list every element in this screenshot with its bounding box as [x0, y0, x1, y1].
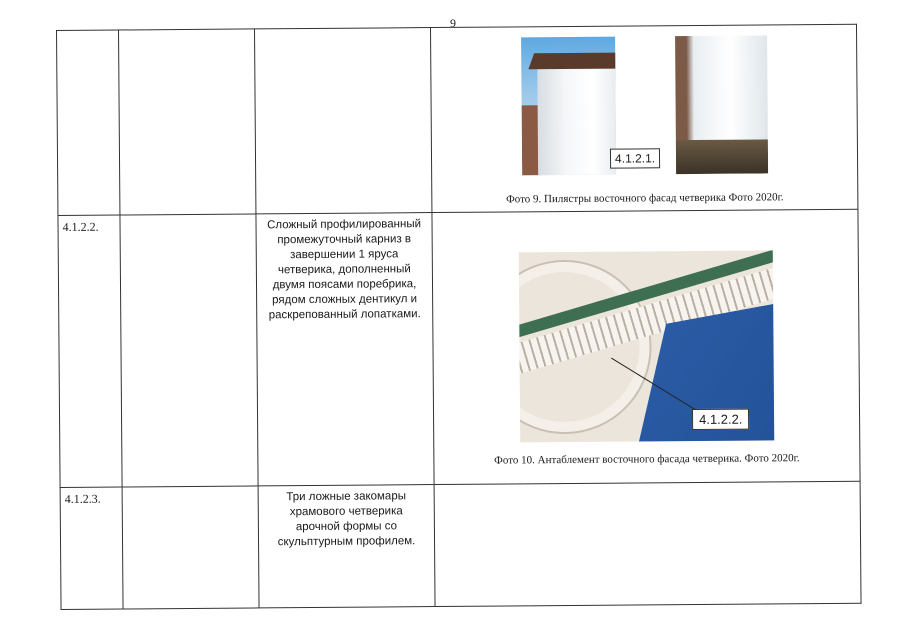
description-cell: Сложный профилированный промежуточный карниз в завершении 1 яруса четверика, дополненный двумя поясами поребрика, рядом сложных дентикул и раскрепованный лопатками.	[256, 213, 434, 486]
photo-label: 4.1.2.1.	[610, 148, 660, 168]
photo-caption: Фото 10. Антаблемент восточного фасада четверика. Фото 2020г.	[494, 452, 800, 467]
photo-cell	[432, 209, 860, 484]
table-row	[58, 209, 860, 487]
architectural-elements-table	[56, 24, 861, 610]
page-number: 9	[450, 16, 456, 30]
photo-cell	[430, 24, 857, 212]
empty-cell	[120, 214, 258, 487]
photo-caption: Фото 9. Пилястры восточного фасад четверика Фото 2020г.	[506, 191, 784, 206]
description-cell: Три ложные закомары храмового четверика арочной формы со скульптурным профилем.	[258, 485, 435, 608]
row-number-cell: 4.1.2.2.	[58, 215, 122, 487]
row-number-cell: 4.1.2.3.	[60, 487, 123, 609]
photo-label: 4.1.2.2.	[692, 409, 750, 430]
description-cell	[254, 28, 431, 214]
empty-cell	[119, 29, 256, 215]
photo-pilaster-corner	[521, 37, 616, 176]
table-row	[60, 481, 861, 609]
photo-pilaster-wall	[675, 35, 768, 174]
empty-cell	[122, 486, 259, 609]
photo-cell	[434, 481, 861, 606]
table-row	[57, 24, 858, 215]
row-number-cell	[57, 30, 120, 215]
